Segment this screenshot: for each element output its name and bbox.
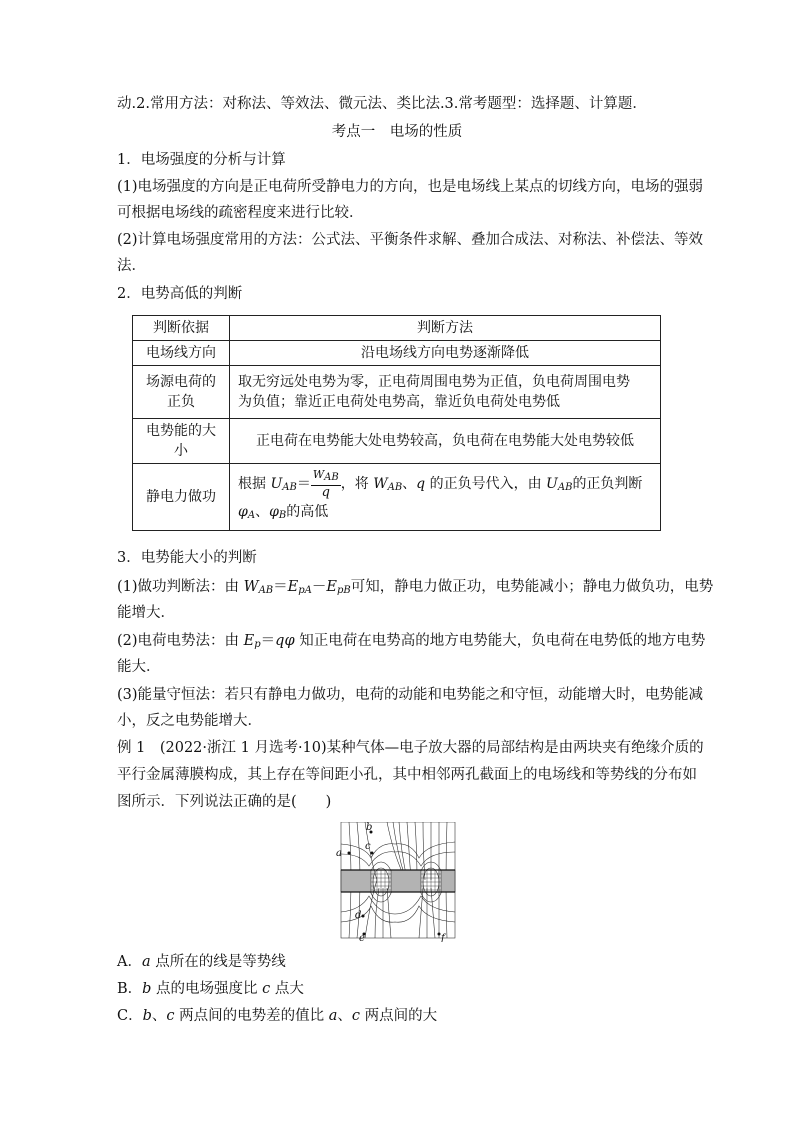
s3-paragraph-1-line-1: (1)做功判断法：由 $W_{AB}=E_{pA}-E_{pB}$可知，静电力做正功，电势能减小；静电力做负功，电势: [117, 579, 714, 596]
s3-paragraph-2-line-1: (2)电荷电势法：由 $E_p=q\varphi$ 知正电荷在电势高的地方电势能大，负电荷在电势低的地方电势: [117, 633, 706, 650]
table-cell-method: 正电荷在电势能大处电势较高，负电荷在电势能大处电势较低: [230, 419, 661, 464]
method-line-2: 为负值；靠近正电荷处电势高，靠近负电荷处电势低: [238, 394, 561, 410]
paragraph-2-line-1: (2)计算电场强度常用的方法：公式法、平衡条件求解、叠加合成法、对称法、补偿法、等效: [117, 232, 704, 248]
heading-2: 2．电势高低的判断: [117, 286, 243, 302]
heading-1: 1．电场强度的分析与计算: [117, 152, 286, 168]
table-cell-method: [230, 464, 661, 531]
field-lines-figure: [335, 822, 461, 942]
label-e: e: [359, 933, 365, 942]
option-a[interactable]: A．a 点所在的线是等势线: [117, 954, 286, 970]
table-cell-basis: 静电力做功: [133, 464, 230, 531]
table-cell-basis: 场源电荷的正负: [133, 366, 230, 419]
table-header-cell: 判断方法: [230, 316, 661, 341]
example-line-1: 例 1 (2022·浙江 1 月选考·10)某种气体—电子放大器的局部结构是由两块夹有绝缘介质的: [117, 740, 704, 756]
table-cell-basis: 电势能的大小: [133, 419, 230, 464]
label-c: c: [365, 841, 371, 852]
example-line-3: 图所示．下列说法正确的是( ): [117, 794, 332, 810]
option-c[interactable]: C．b、c 两点间的电势差的值比 a、c 两点间的大: [117, 1008, 438, 1024]
table-row: [133, 464, 661, 531]
table-row: [133, 366, 661, 419]
table-header-row: [133, 316, 661, 341]
s3-paragraph-3-line-1: (3)能量守恒法：若只有静电力做功，电荷的动能和电势能之和守恒，动能增大时，电势能减: [117, 687, 704, 703]
method-formula-line: 根据 $U_{AB}=$ $\frac{\text{WAB}}{q}$ ，将 $W_{AB}$、q 的正负号代入，由 $U_{AB}$的正负判断: [238, 468, 643, 500]
table-cell-basis: 电场线方向: [133, 341, 230, 366]
point-d: [362, 915, 365, 918]
table-cell-method: [230, 366, 661, 419]
paragraph-2-line-2: 法．: [117, 258, 146, 274]
table-row: [133, 419, 661, 464]
label-b: b: [366, 822, 373, 833]
table-header-cell: 判断依据: [133, 316, 230, 341]
table-cell-method: 沿电场线方向电势逐渐降低: [230, 341, 661, 366]
s3-paragraph-3-line-2: 小，反之电势能增大．: [117, 713, 262, 729]
s3-paragraph-2-line-2: 能大．: [117, 659, 161, 675]
example-line-2: 平行金属薄膜构成，其上存在等间距小孔，其中相邻两孔截面上的电场线和等势线的分布如: [117, 767, 697, 783]
point-c: [371, 852, 374, 855]
intro-line: 动.2.常用方法：对称法、等效法、微元法、类比法.3.常考题型：选择题、计算题．: [117, 96, 647, 112]
s3-paragraph-1-line-2: 能增大．: [117, 605, 175, 621]
heading-3: 3．电势能大小的判断: [117, 550, 257, 566]
label-f: f: [441, 933, 445, 942]
method-line-2: $\varphi_A$、$\varphi_B$的高低: [238, 504, 329, 521]
potential-judgement-table: [132, 315, 661, 531]
section-title: 考点一 电场的性质: [331, 124, 463, 140]
option-b[interactable]: B．b 点的电场强度比 c 点大: [117, 981, 304, 997]
paragraph-1-line-2: 可根据电场线的疏密程度来进行比较．: [117, 205, 364, 221]
method-line-1: 取无穷远处电势为零，正电荷周围电势为正值，负电荷周围电势: [238, 374, 631, 390]
point-a: [348, 852, 351, 855]
label-d: d: [355, 910, 362, 921]
label-a: a: [336, 848, 342, 859]
fraction: $\frac{\text{WAB}}{q}$: [312, 468, 339, 500]
table-row: [133, 341, 661, 366]
paragraph-1-line-1: (1)电场强度的方向是正电荷所受静电力的方向，也是电场线上某点的切线方向，电场的强弱: [117, 179, 704, 195]
